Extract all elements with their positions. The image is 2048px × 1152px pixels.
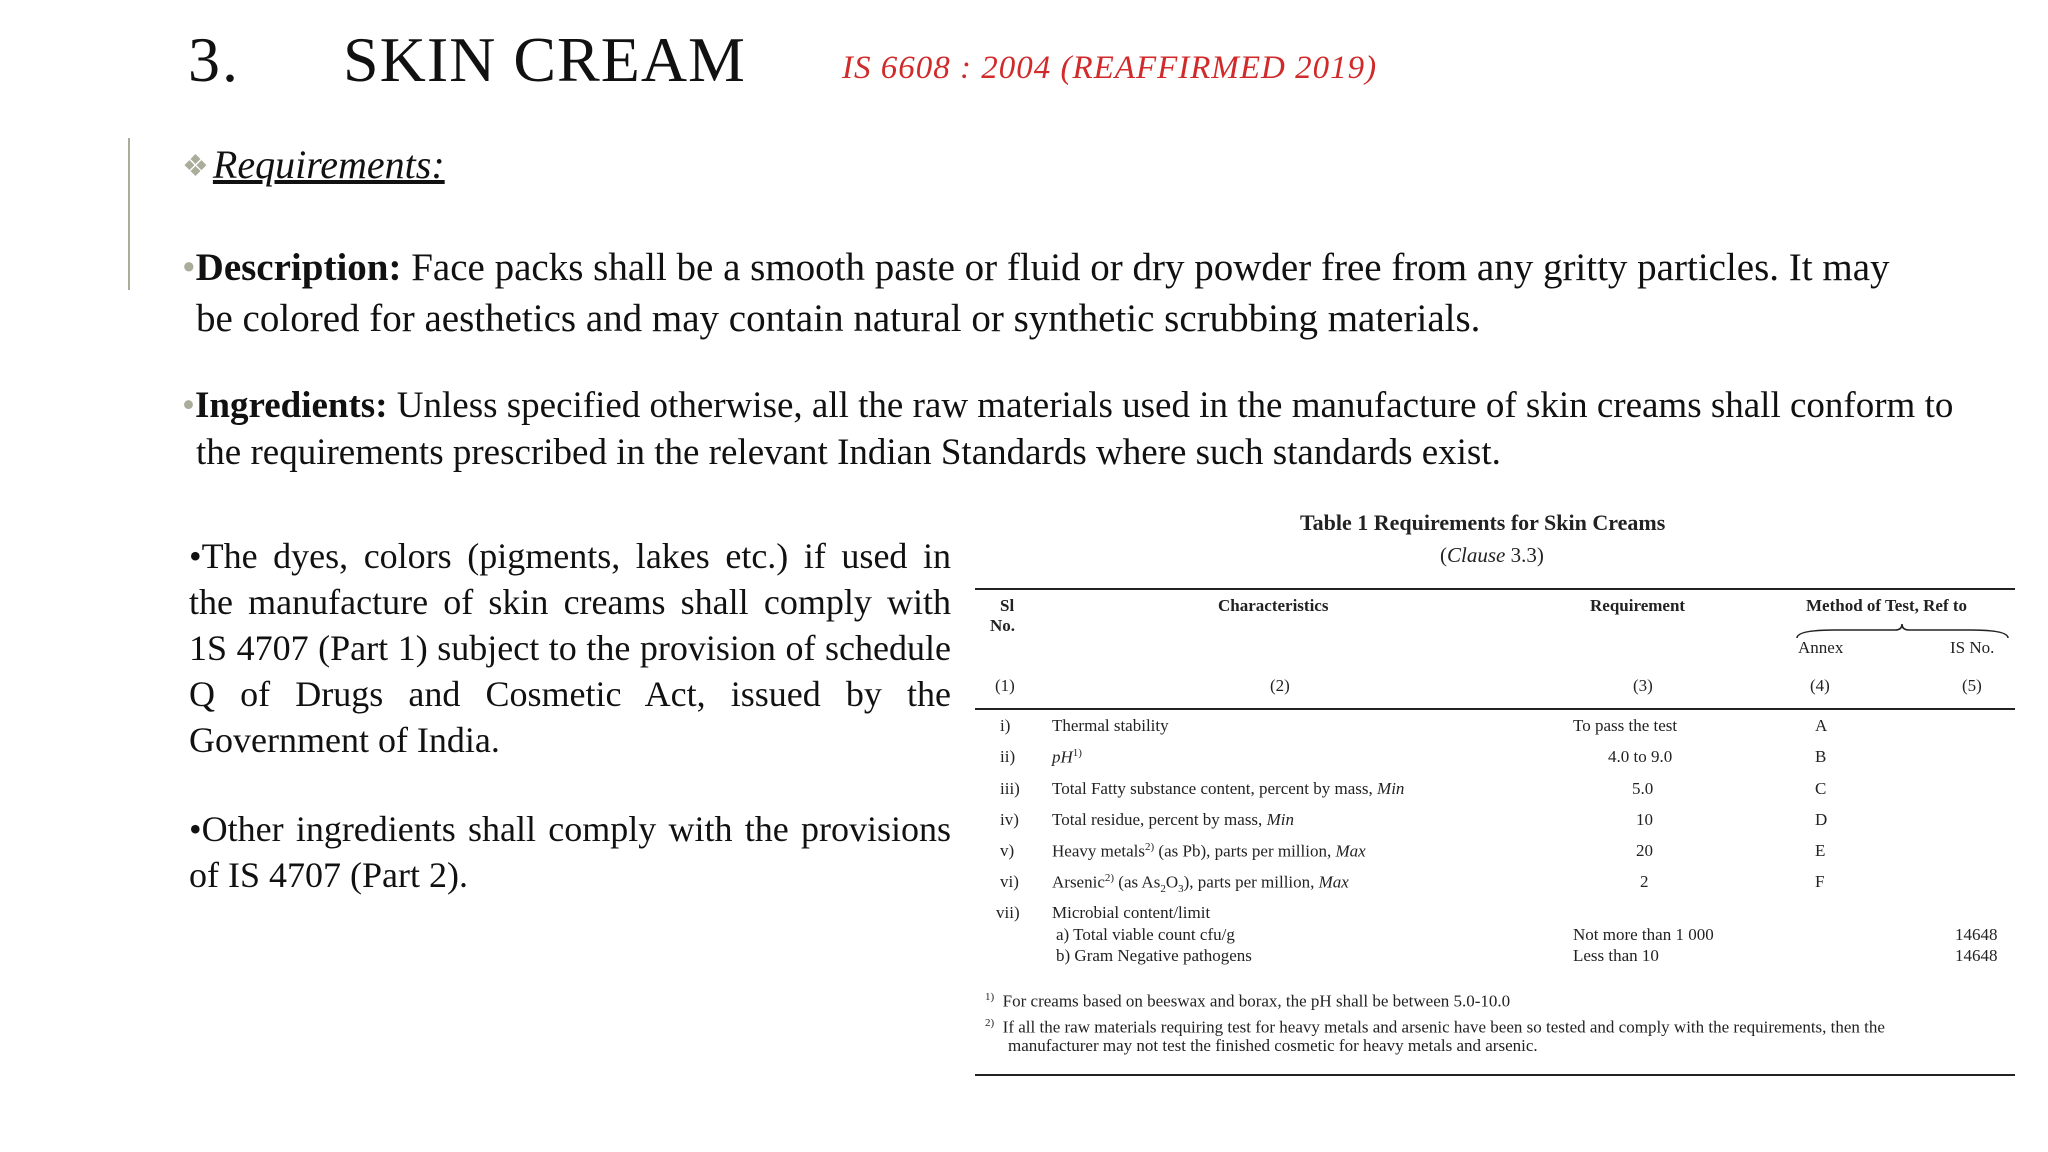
- bullet-icon: •: [182, 246, 196, 289]
- ingredients-paragraph: [182, 382, 2042, 476]
- table-header-rule: [975, 708, 2015, 710]
- char-text-d: ), parts per million,: [1183, 872, 1319, 892]
- col-number-3: (3): [1633, 676, 1653, 695]
- row-annex: D: [1815, 810, 1828, 829]
- footnote-2-cont: manufacturer may not test the finished cosmetic for heavy metals and arsenic.: [1008, 1036, 1538, 1055]
- char-limit: Max: [1318, 872, 1349, 892]
- clause-word: Clause: [1447, 543, 1506, 567]
- row-characteristic: [1052, 747, 1082, 768]
- row-sl: i): [1000, 716, 1011, 735]
- header-characteristics: Characteristics: [1218, 596, 1329, 615]
- table-bottom-rule: [975, 1074, 2015, 1076]
- char-text: Total Fatty substance content, percent by mass,: [1052, 779, 1378, 798]
- row-characteristic: [1052, 810, 1294, 830]
- footnote-mark: 1): [985, 991, 995, 1003]
- row-characteristic: [1052, 841, 1366, 862]
- row-sl: iii): [1000, 779, 1020, 798]
- row-requirement: 2: [1640, 872, 1649, 891]
- footnote-1-text: For creams based on beeswax and borax, the pH shall be between 5.0-10.0: [1002, 991, 1511, 1011]
- row-characteristic: b) Gram Negative pathogens: [1056, 946, 1252, 965]
- description-label: Description:: [195, 246, 402, 289]
- description-paragraph: [182, 242, 2042, 344]
- row-characteristic: Microbial content/limit: [1052, 903, 1211, 922]
- row-characteristic: [1052, 872, 1349, 895]
- char-limit: Max: [1335, 841, 1366, 861]
- row-is-no: 14648: [1955, 925, 1998, 944]
- header-no: No.: [990, 616, 1016, 635]
- col-number-1: (1): [995, 676, 1015, 695]
- section-number: 3.: [188, 24, 240, 95]
- char-text-c: O: [1165, 872, 1179, 892]
- dyes-paragraph: •The dyes, colors (pigments, lakes etc.) if used in the manufacture of skin creams shall comply with 1S 4707 (Part 1) subject to the provision of schedule Q of Drugs and Cosmetic Act, issued by the Government of India.: [189, 536, 951, 760]
- row-requirement: 20: [1636, 841, 1653, 860]
- row-annex: A: [1815, 716, 1828, 735]
- ingredients-line2: the requirements prescribed in the relevant Indian Standards where such standards exist.: [196, 432, 1501, 473]
- char-limit: Min: [1377, 779, 1405, 798]
- row-requirement: Less than 10: [1573, 946, 1659, 965]
- row-annex: B: [1815, 747, 1827, 766]
- subscript: 3: [1178, 883, 1184, 896]
- bullet-icon: •: [182, 385, 195, 426]
- footnote-1: [985, 986, 1510, 1013]
- row-sl: vii): [996, 903, 1020, 922]
- char-text: Heavy metals: [1052, 841, 1145, 861]
- row-requirement: 5.0: [1632, 779, 1654, 798]
- row-annex: C: [1815, 779, 1827, 798]
- char-text-b: (as As: [1114, 872, 1161, 892]
- ingredients-line1: Unless specified otherwise, all the raw materials used in the manufacture of skin creams shall conform to: [387, 385, 1954, 426]
- row-is-no: 14648: [1955, 946, 1998, 965]
- footnote-ref: 1): [1072, 747, 1082, 759]
- header-method: Method of Test, Ref to: [1806, 596, 1968, 615]
- row-characteristic: [1052, 779, 1404, 799]
- subscript: 2: [1160, 883, 1166, 896]
- char-text-b: (as Pb), parts per million,: [1154, 841, 1336, 861]
- footnote-mark: 2): [985, 1017, 995, 1029]
- row-requirement: 10: [1636, 810, 1653, 829]
- footnote-ref: 2): [1104, 872, 1115, 884]
- row-annex: E: [1815, 841, 1826, 860]
- row-sl: v): [1000, 841, 1015, 860]
- ph-text: pH: [1052, 747, 1073, 767]
- row-requirement: 4.0 to 9.0: [1608, 747, 1673, 766]
- row-sl: iv): [1000, 810, 1019, 829]
- footnote-2-text: If all the raw materials requiring test for heavy metals and arsenic have been so tested and comply with the requirements, then the: [1002, 1017, 1885, 1037]
- char-text: Arsenic: [1052, 872, 1105, 892]
- table-clause: (Clause 3.3): [1440, 543, 1544, 567]
- requirements-heading: [182, 140, 445, 192]
- requirements-heading-text: Requirements:: [212, 142, 445, 187]
- header-annex: Annex: [1798, 638, 1844, 657]
- standard-reference: IS 6608 : 2004 (REAFFIRMED 2019): [842, 50, 1378, 86]
- col-number-5: (5): [1962, 676, 1982, 695]
- side-rule: [128, 138, 130, 290]
- diamond-bullet-icon: ❖: [182, 150, 209, 183]
- row-sl: ii): [1000, 747, 1016, 766]
- description-line1: Face packs shall be a smooth paste or fluid or dry powder free from any gritty particles. It may: [401, 246, 1890, 289]
- col-number-2: (2): [1270, 676, 1290, 695]
- row-annex: F: [1815, 872, 1825, 891]
- header-is-no: IS No.: [1950, 638, 1995, 657]
- row-sl: vi): [1000, 872, 1019, 891]
- footnote-ref: 2): [1145, 841, 1155, 853]
- header-sl: Sl: [1000, 596, 1015, 615]
- ingredients-label: Ingredients:: [194, 385, 388, 426]
- row-requirement: To pass the test: [1573, 716, 1678, 735]
- col-number-4: (4): [1810, 676, 1830, 695]
- char-limit: Min: [1266, 810, 1294, 829]
- page-title: SKIN CREAM: [343, 24, 746, 95]
- other-ingredients-paragraph: •Other ingredients shall comply with the provisions of IS 4707 (Part 2).: [189, 809, 951, 895]
- row-characteristic: a) Total viable count cfu/g: [1056, 925, 1235, 944]
- row-characteristic: Thermal stability: [1052, 716, 1169, 735]
- description-line2: be colored for aesthetics and may contain natural or synthetic scrubbing materials.: [196, 297, 1481, 340]
- char-text: Total residue, percent by mass,: [1052, 810, 1267, 829]
- row-requirement: Not more than 1 000: [1573, 925, 1714, 944]
- header-requirement: Requirement: [1590, 596, 1686, 615]
- table-top-rule: [975, 588, 2015, 590]
- table-title: Table 1 Requirements for Skin Creams: [1300, 510, 1666, 535]
